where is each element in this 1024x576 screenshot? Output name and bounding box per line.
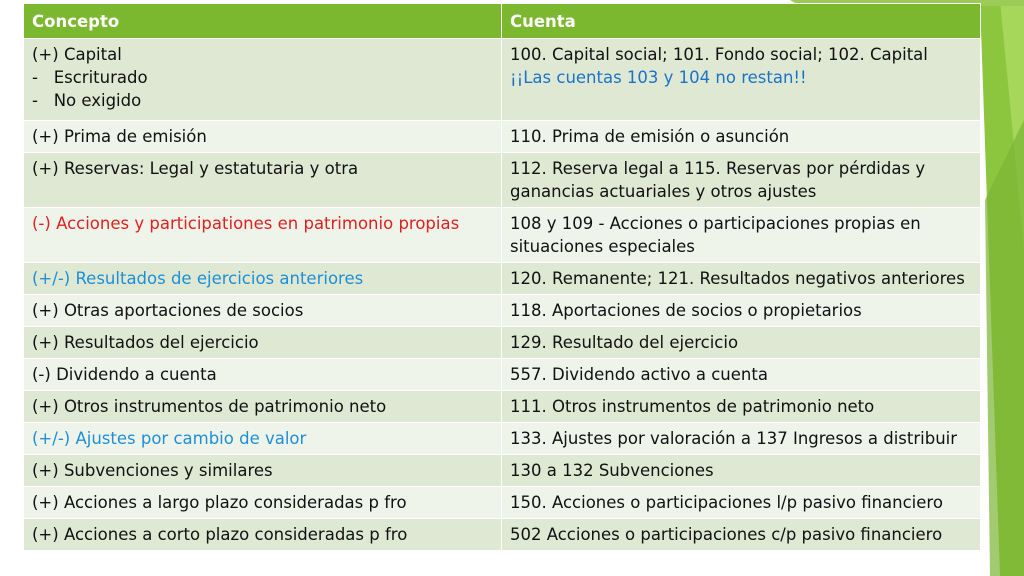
cuenta-cell: 118. Aportaciones de socios o propietarios [502, 295, 981, 327]
table-row [24, 519, 981, 551]
table-row [24, 295, 981, 327]
cuenta-cell: 129. Resultado del ejercicio [502, 327, 981, 359]
table-row [24, 455, 981, 487]
concepto-subitem: - No exigido [32, 91, 142, 110]
table-row [24, 153, 981, 208]
concepto-cell: (+) Subvenciones y similares [24, 455, 502, 487]
concepto-cell: (+) Resultados del ejercicio [24, 327, 502, 359]
concepto-cell: (-) Acciones y participationes en patrimonio propias [24, 208, 502, 263]
table-row [24, 263, 981, 295]
concepto-cell: (+) Prima de emisión [24, 121, 502, 153]
concepto-text: (+) Capital [32, 45, 122, 64]
cuenta-cell: 108 y 109 - Acciones o participaciones propias en situaciones especiales [502, 208, 981, 263]
concepto-subitem: - Escriturado [32, 68, 148, 87]
cuenta-cell [502, 39, 981, 121]
concepto-cell: (+/-) Ajustes por cambio de valor [24, 423, 502, 455]
cuenta-cell: 130 a 132 Subvenciones [502, 455, 981, 487]
table-header-row [24, 4, 981, 39]
header-cuenta: Cuenta [502, 4, 981, 39]
table-row [24, 487, 981, 519]
cuenta-cell: 111. Otros instrumentos de patrimonio neto [502, 391, 981, 423]
concepto-cell: (+/-) Resultados de ejercicios anteriores [24, 263, 502, 295]
table-row [24, 423, 981, 455]
table-row [24, 359, 981, 391]
table-row [24, 39, 981, 121]
table-row [24, 121, 981, 153]
cuenta-cell: 502 Acciones o participaciones c/p pasivo financiero [502, 519, 981, 551]
concepto-cell [24, 39, 502, 121]
cuenta-note: ¡¡Las cuentas 103 y 104 no restan!! [510, 68, 807, 87]
cuenta-cell: 133. Ajustes por valoración a 137 Ingresos a distribuir [502, 423, 981, 455]
concepto-cell: (+) Acciones a corto plazo consideradas p fro [24, 519, 502, 551]
accounts-table [23, 3, 981, 551]
table-row [24, 208, 981, 263]
table-row [24, 391, 981, 423]
cuenta-cell: 112. Reserva legal a 115. Reservas por pérdidas y ganancias actuariales y otros ajustes [502, 153, 981, 208]
cuenta-text: 100. Capital social; 101. Fondo social; 102. Capital [510, 45, 928, 64]
concepto-cell: (-) Dividendo a cuenta [24, 359, 502, 391]
cuenta-cell: 110. Prima de emisión o asunción [502, 121, 981, 153]
table-row [24, 327, 981, 359]
concepto-cell: (+) Reservas: Legal y estatutaria y otra [24, 153, 502, 208]
cuenta-cell: 120. Remanente; 121. Resultados negativos anteriores [502, 263, 981, 295]
header-concepto: Concepto [24, 4, 502, 39]
cuenta-cell: 150. Acciones o participaciones l/p pasivo financiero [502, 487, 981, 519]
concepto-cell: (+) Acciones a largo plazo consideradas p fro [24, 487, 502, 519]
concepto-cell: (+) Otras aportaciones de socios [24, 295, 502, 327]
cuenta-cell: 557. Dividendo activo a cuenta [502, 359, 981, 391]
concepto-cell: (+) Otros instrumentos de patrimonio neto [24, 391, 502, 423]
